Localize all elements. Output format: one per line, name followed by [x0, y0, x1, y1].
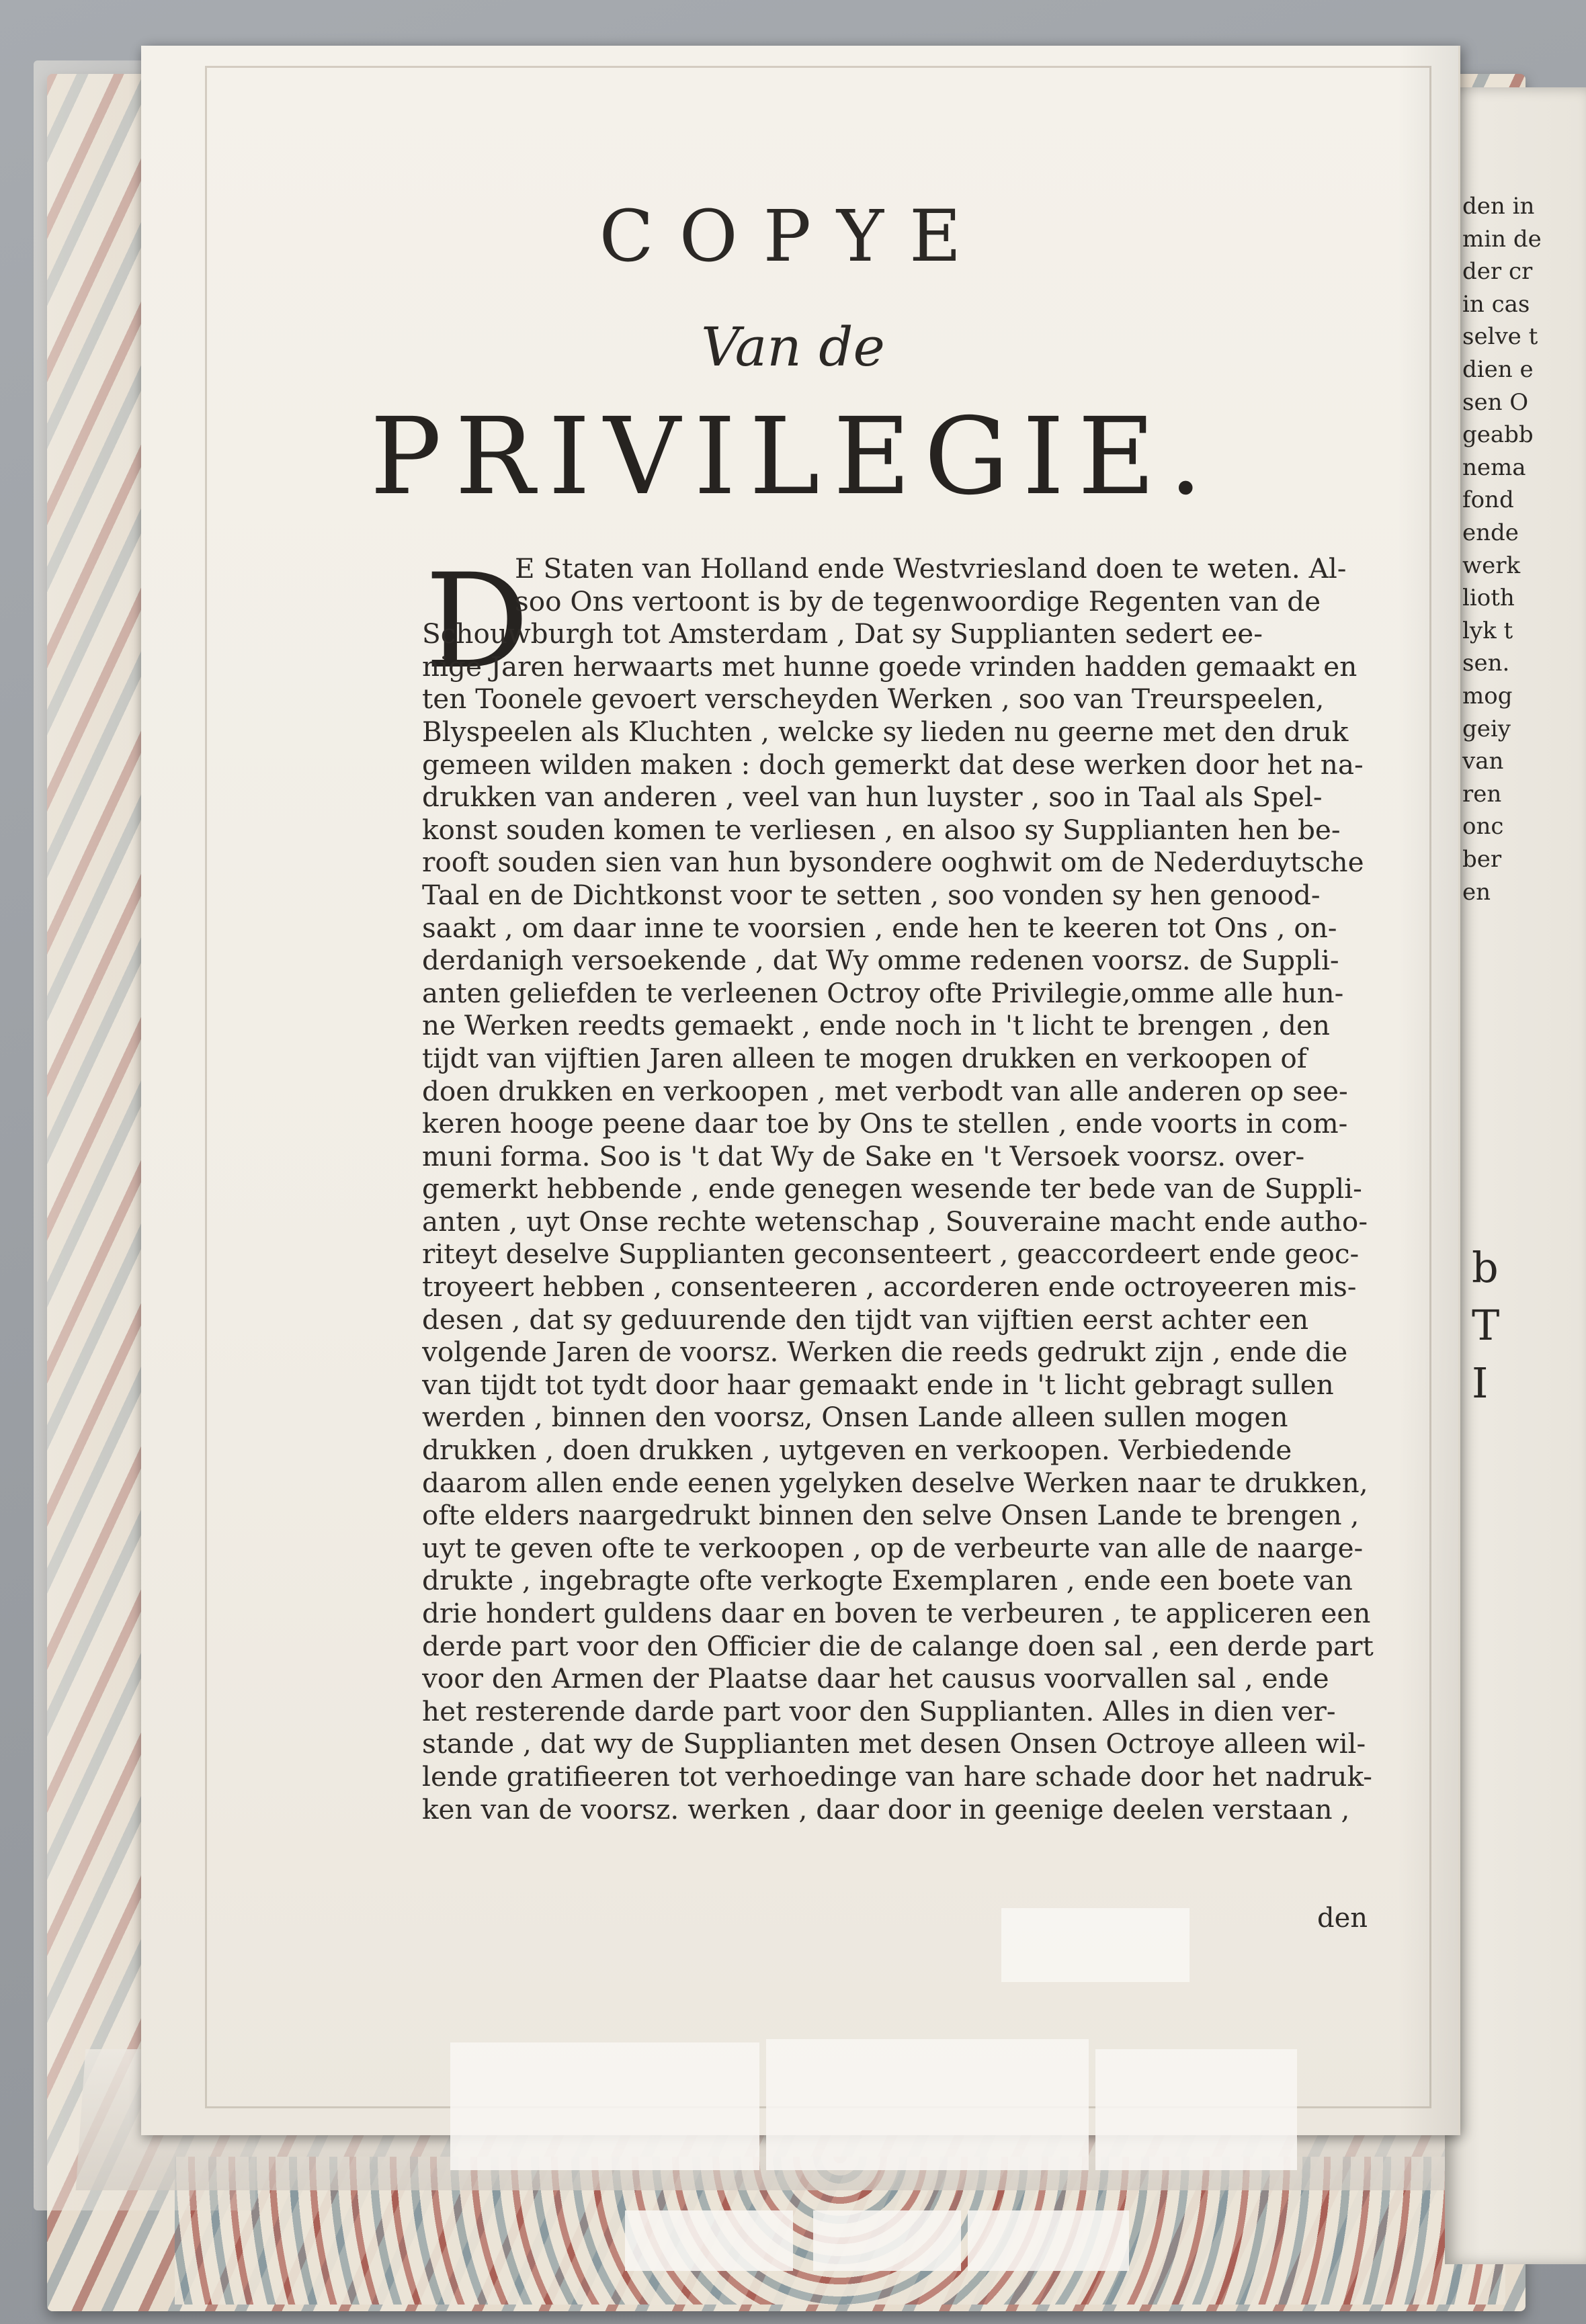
- facing-page-fragment: sen O: [1462, 388, 1529, 416]
- text-line: E Staten van Holland ende Westvriesland doen te weten. Al-: [515, 552, 1347, 585]
- text-line: het resterende darde part voor den Supplianten. Alles in dien ver-: [422, 1694, 1336, 1727]
- text-line: Blyspeelen als Kluchten , welcke sy lieden nu geerne met den druk: [422, 715, 1349, 748]
- facing-page-fragment: lyk t: [1462, 617, 1513, 644]
- drop-cap: D: [425, 546, 530, 697]
- text-line: muni forma. Soo is 't dat Wy de Sake en 't Versoek voorsz. over-: [422, 1139, 1305, 1172]
- text-line: ne Werken reedts gemaekt , ende noch in 't licht te brengen , den: [422, 1009, 1331, 1042]
- facing-page-fragment: ber: [1462, 846, 1502, 873]
- facing-page-fragment: lioth: [1462, 585, 1515, 612]
- text-line: konst souden komen te verliesen , en alsoo sy Supplianten hen be-: [422, 813, 1341, 846]
- facing-page-fragment: mog: [1462, 683, 1513, 709]
- facing-page-fragment: fond: [1462, 486, 1514, 514]
- facing-page-fragment: nema: [1462, 454, 1526, 481]
- title-copye: COPYE: [599, 195, 987, 277]
- text-line: rooft souden sien van hun bysondere ooghwit om de Nederduytsche: [422, 846, 1364, 879]
- text-line: uyt te geven ofte te verkoopen , op de verbeurte van alle de naarge-: [422, 1531, 1364, 1564]
- facing-page-fragment: werk: [1462, 552, 1521, 579]
- text-line: tijdt van vijftien Jaren alleen te mogen drukken en verkoopen of: [422, 1041, 1307, 1074]
- text-line: Schouwburgh tot Amsterdam , Dat sy Supplianten sedert ee-: [422, 617, 1263, 650]
- title-van-de: Van de: [701, 316, 885, 378]
- text-line: ten Toonele gevoert verscheyden Werken , soo van Treurspeelen,: [422, 683, 1325, 716]
- text-line: anten , uyt Onse rechte wetenschap , Souveraine macht ende autho-: [422, 1205, 1368, 1238]
- text-line: drie hondert guldens daar en boven te verbeuren , te appliceren een: [422, 1597, 1371, 1629]
- facing-page-fragment: onc: [1462, 813, 1504, 841]
- text-line: Taal en de Dichtkonst voor te setten , soo vonden sy hen genood-: [422, 878, 1321, 911]
- facing-page-fragment: geiy: [1462, 715, 1511, 742]
- facing-page-lower-fragment: T: [1472, 1301, 1500, 1350]
- text-line: daarom allen ende eenen ygelyken deselve Werken naar te drukken,: [422, 1466, 1368, 1499]
- text-line: derde part voor den Officier die de calange doen sal , een derde part: [422, 1629, 1374, 1662]
- blank-patch: [1001, 1908, 1190, 1982]
- text-line: desen , dat sy geduurende den tijdt van vijftien eerst achter een: [422, 1303, 1309, 1336]
- facing-page-fragment: ren: [1462, 780, 1502, 808]
- text-line: soo Ons vertoont is by de tegenwoordige Regenten van de: [515, 585, 1321, 617]
- blank-patch: [625, 2210, 793, 2271]
- text-line: keren hooge peene daar toe by Ons te stellen , ende voorts in com-: [422, 1107, 1348, 1140]
- text-line: voor den Armen der Plaatse daar het causus voorvallen sal , ende: [422, 1662, 1329, 1695]
- facing-page-lower-fragment: b: [1472, 1243, 1499, 1292]
- text-line: anten geliefden te verleenen Octroy ofte Privilegie,omme alle hun-: [422, 976, 1344, 1009]
- text-line: stande , dat wy de Supplianten met desen Onsen Octroye alleen wil-: [422, 1727, 1366, 1760]
- facing-page-fragment: ende: [1462, 519, 1519, 546]
- catchword: den: [1317, 1903, 1368, 1934]
- facing-page-fragment: den in: [1462, 193, 1535, 220]
- text-line: gemeen wilden maken : doch gemerkt dat dese werken door het na-: [422, 748, 1364, 781]
- text-line: gemerkt hebbende , ende genegen wesende ter bede van de Suppli-: [422, 1172, 1362, 1205]
- text-line: volgende Jaren de voorsz. Werken die reeds gedrukt zijn , ende die: [422, 1336, 1348, 1369]
- text-line: drukte , ingebragte ofte verkogte Exemplaren , ende een boete van: [422, 1564, 1353, 1597]
- text-line: van tijdt tot tydt door haar gemaakt ende in 't licht gebragt sullen: [422, 1368, 1334, 1401]
- text-line: drukken , doen drukken , uytgeven en verkoopen. Verbiedende: [422, 1434, 1292, 1467]
- title-privilegie: PRIVILEGIE.: [370, 395, 1216, 519]
- facing-page-fragment: sen.: [1462, 650, 1510, 677]
- text-line: werden , binnen den voorsz, Onsen Lande alleen sullen mogen: [422, 1401, 1288, 1434]
- text-line: riteyt deselve Supplianten geconsenteert , geaccordeert ende geoc-: [422, 1238, 1360, 1271]
- blank-patch: [1095, 2049, 1297, 2170]
- privilege-text-body: [422, 546, 1405, 1825]
- blank-patch: [813, 2210, 961, 2271]
- facing-page-fragment: min de: [1462, 225, 1542, 253]
- facing-page-fragment: geabb: [1462, 421, 1534, 449]
- blank-patch: [450, 2042, 759, 2170]
- text-line: nige Jaren herwaarts met hunne goede vrinden hadden gemaakt en: [422, 650, 1358, 683]
- text-line: ofte elders naargedrukt binnen den selve Onsen Lande te brengen ,: [422, 1499, 1360, 1532]
- facing-page-fragment: selve t: [1462, 323, 1538, 351]
- blank-patch: [968, 2210, 1129, 2271]
- facing-page-fragment: der cr: [1462, 258, 1533, 286]
- facing-page-fragment: dien e: [1462, 356, 1534, 383]
- text-line: troyeert hebben , consenteeren , accorderen ende octroyeeren mis-: [422, 1271, 1357, 1303]
- text-line: lende gratifieeren tot verhoedinge van hare schade door het nadruk-: [422, 1760, 1372, 1793]
- blank-patch: [766, 2039, 1089, 2170]
- text-line: doen drukken en verkoopen , met verbodt van alle anderen op see-: [422, 1074, 1348, 1107]
- text-line: derdanigh versoekende , dat Wy omme redenen voorsz. de Suppli-: [422, 944, 1339, 977]
- text-line: drukken van anderen , veel van hun luyster , soo in Taal als Spel-: [422, 781, 1323, 814]
- text-line: saakt , om daar inne te voorsien , ende hen te keeren tot Ons , on-: [422, 911, 1337, 944]
- text-line: ken van de voorsz. werken , daar door in geenige deelen verstaan ,: [422, 1793, 1350, 1825]
- facing-page-fragment: van: [1462, 748, 1504, 775]
- facing-page-lower-fragment: I: [1472, 1359, 1489, 1408]
- facing-page-fragment: in cas: [1462, 290, 1530, 318]
- facing-page-fragment: en: [1462, 878, 1491, 906]
